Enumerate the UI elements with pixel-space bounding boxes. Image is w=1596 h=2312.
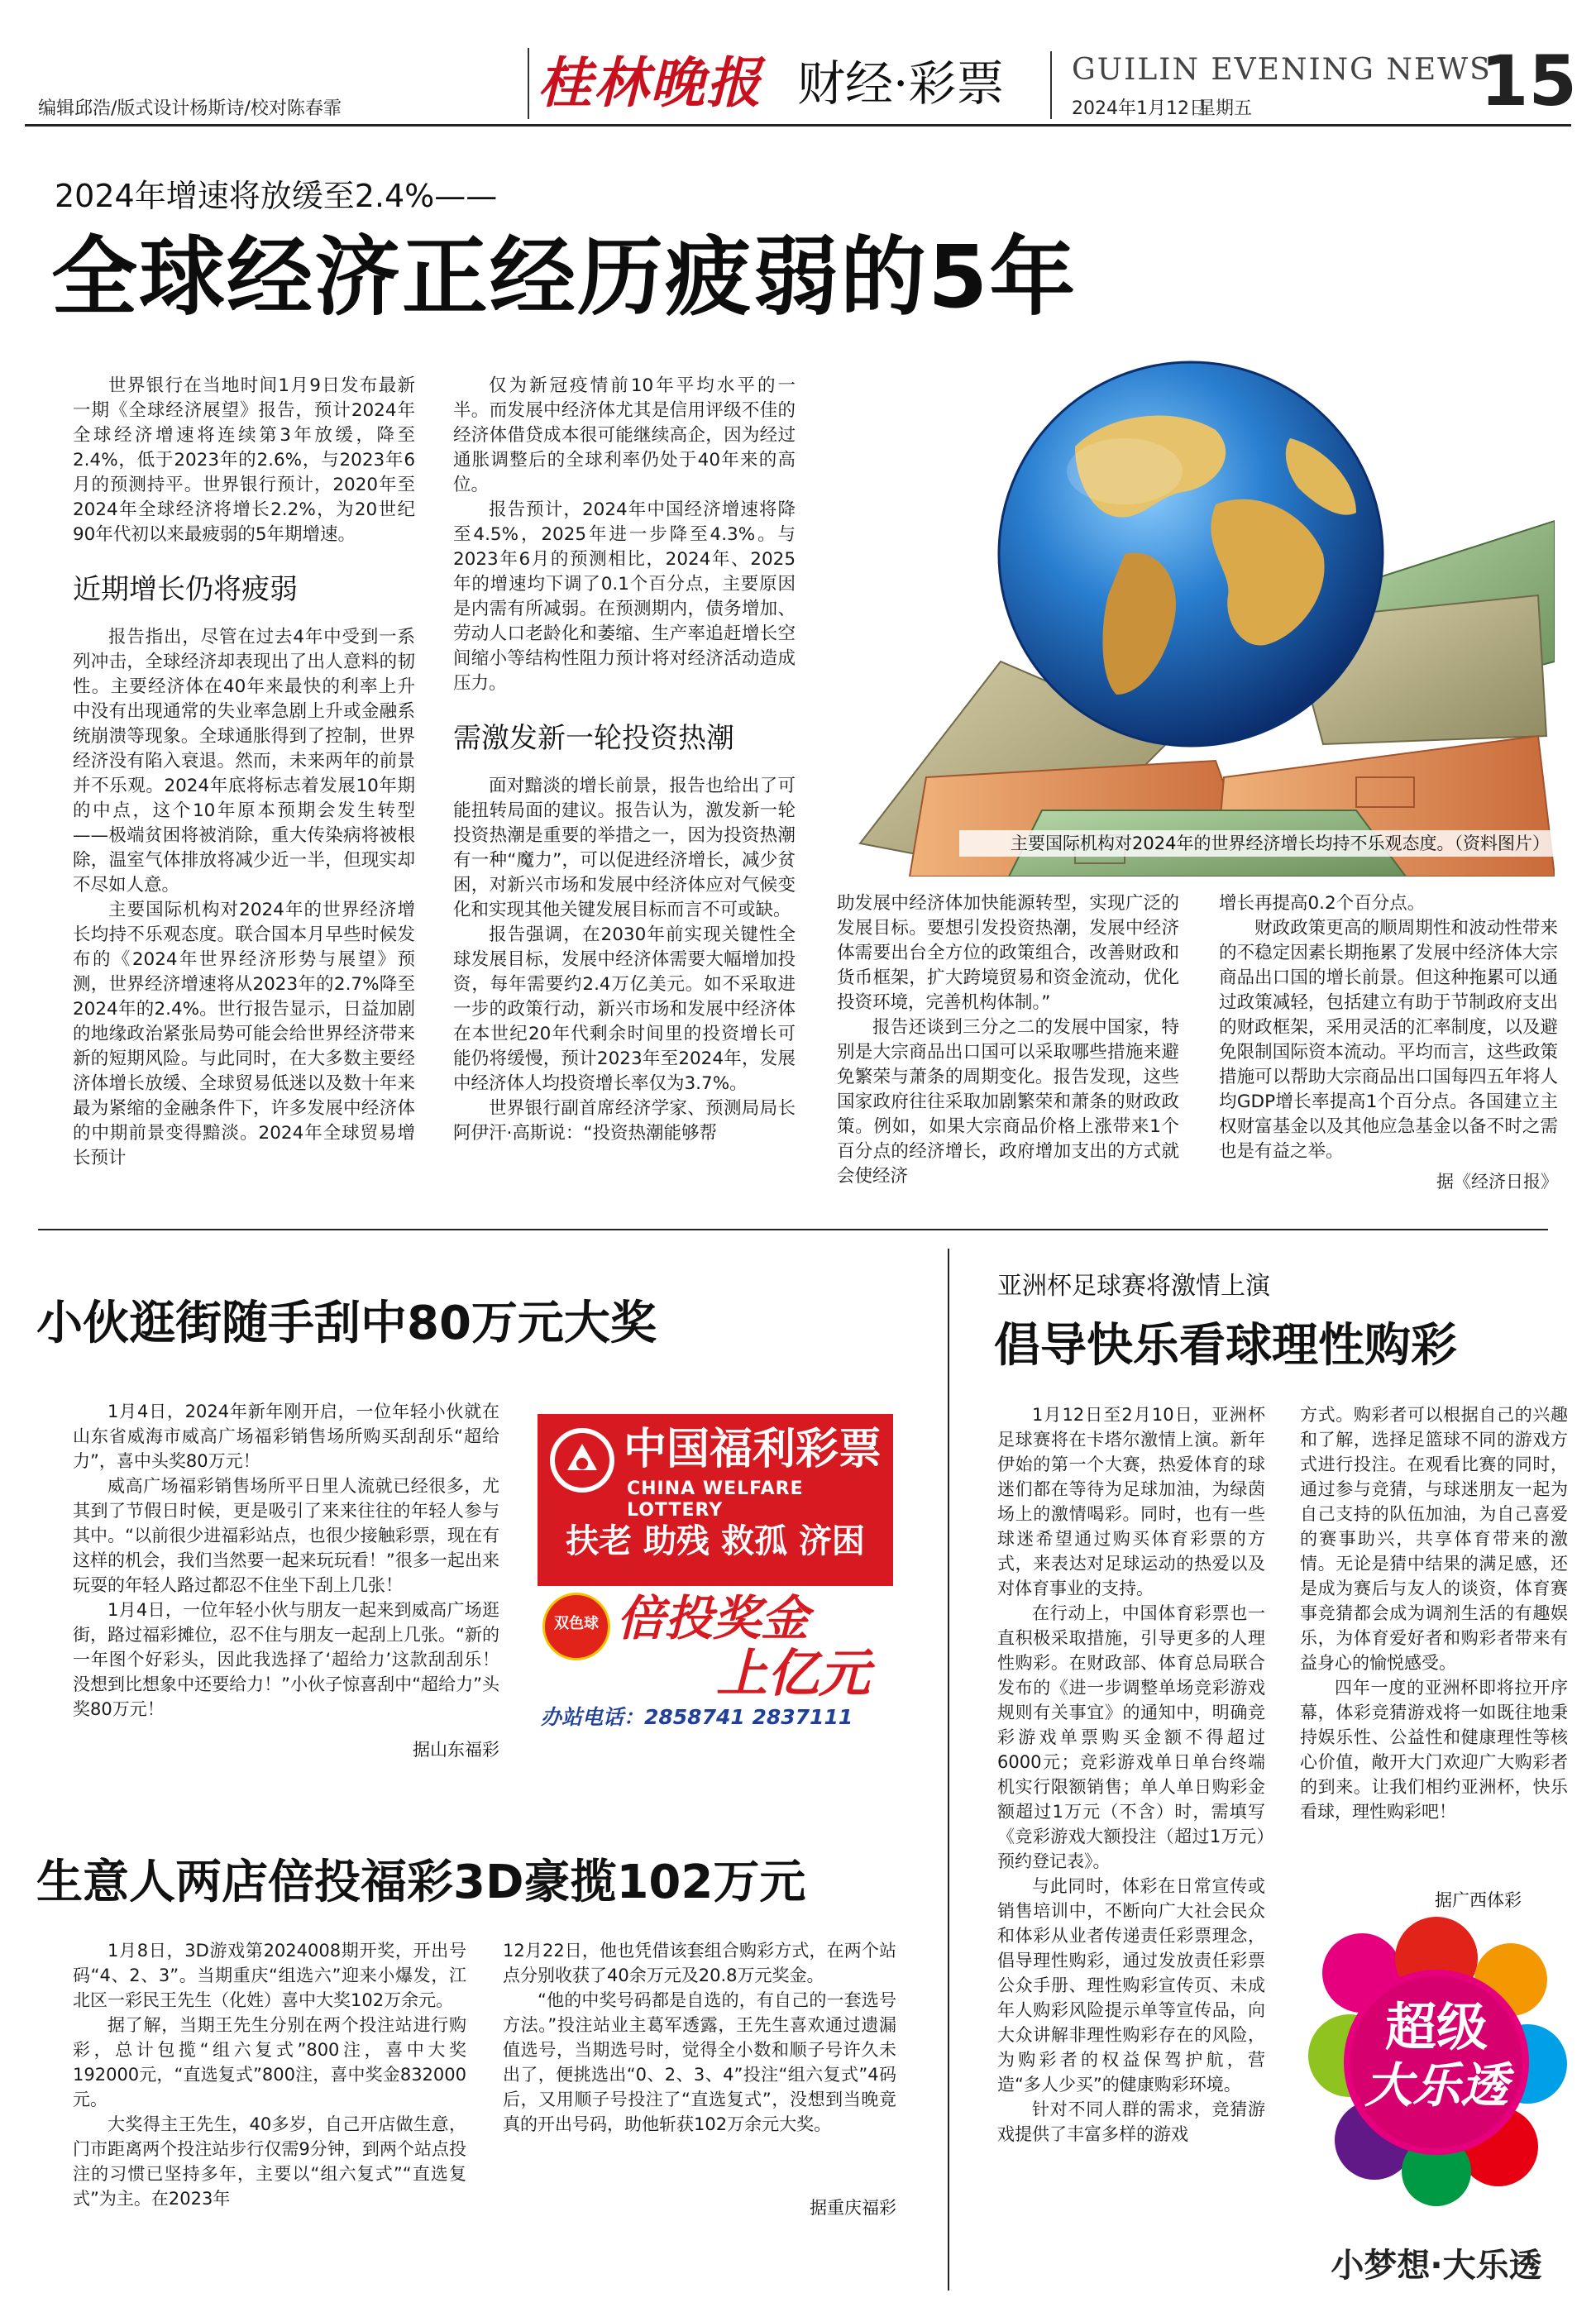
story4-c1-p2: 在行动上，中国体育彩票也一直积极采取措施，引导更多的人理性购彩。在财政部、体育总局联合发布的《进一步调整单场竞彩游戏规则有关事宜》的通知中，明确竞彩游戏单票购买金额不得超过6000元；竞彩游戏单日单台终端机实行限额销售；单人单日购彩金额超过1万元（不含）时，需填写《竞彩游戏大额投注（超过1万元）预约登记表》。 [997,1603,1265,1871]
welfare-ad-banner [538,1414,893,1586]
story3-c1-p2: 据了解，当期王先生分别在两个投注站进行购彩，总计包揽“组六复式”800注，喜中大奖192000元，“直选复式”800注，喜中奖金832000元。 [73,2015,466,2109]
story4-c1-p1: 1月12日至2月10日，亚洲杯足球赛将在卡塔尔激情上演。新年伊始的第一个大赛，热爱体育的球迷们都在等待为足球加油，为绿茵场上的激情喝彩。同时，也有一些球迷希望通过购买体育彩票的方式，来表达对足球运动的热爱以及对体育事业的支持。 [997,1405,1265,1598]
badge-text: 双色球 [554,1615,599,1632]
photo-caption: 主要国际机构对2024年的世界经济增长均持不乐观态度。（资料图片） [959,830,1553,857]
story2-source: 据山东福彩 [413,1740,499,1760]
masthead-divider-left [528,48,529,119]
story3-c1-p3: 大奖得主王先生，40多岁，自己开店做生意，门市距离两个投注站步行仅需9分钟，到两个站点投注的习惯已坚持多年，主要以“组六复式”“直选复式”为主。在2023年 [73,2114,466,2209]
story3-column-1 [73,1938,466,2286]
lead-kicker: 2024年增速将放缓至2.4%—— [55,178,498,214]
story2-p1: 1月4日，2024年新年刚开启，一位年轻小伙就在山东省威海市威高广场福彩销售场所购买刮刮乐“超给力”，喜中头奖80万元！ [73,1402,499,1471]
lead-c3-p1: 助发展中经济体加快能源转型，实现广泛的发展目标。要想引发投资热潮，发展中经济体需要出台全方位的政策组合，改善财政和货币框架，扩大跨境贸易和资金流动，优化投资环境，完善机构体制。” [837,893,1179,1013]
story4-kicker: 亚洲杯足球赛将激情上演 [997,1272,1270,1301]
paper-name-logo: 桂林晚报 [538,50,762,115]
lead-subhead-1: 近期增长仍将疲弱 [73,573,298,606]
super-lotto-line2: 大乐透 [1364,2057,1508,2114]
story3-c1-p1: 1月8日，3D游戏第2024008期开奖，开出号码“4、2、3”。当期重庆“组选六”迎来小爆发，江北区一彩民王先生（化姓）喜中大奖102万余元。 [73,1941,466,2010]
story4-c1-p3: 与此同时，体彩在日常宣传或销售培训中，不断向广大社会民众和体彩从业者传递责任彩票理念，倡导理性购彩，通过发放责任彩票公众手册、理性购彩宣传页、未成年人购彩风险提示单等宣传品，向大众讲解非理性购彩存在的风险，为购彩者的权益保驾护航，营造“多人少买”的健康购彩环境。 [997,1876,1265,2095]
lead-column-4 [1219,891,1558,1206]
story3-source: 据重庆福彩 [810,2198,896,2218]
story3-c2-p1: 12月22日，他也凭借该套组合购彩方式，在两个站点分别收获了40余万元及20.8万元奖金。 [503,1941,896,1985]
welfare-lottery-ad [538,1414,893,1736]
globe-illustration [827,347,1555,877]
lead-column-1 [73,374,415,1201]
english-paper-name: GUILIN EVENING NEWS [1072,53,1492,87]
lead-c1-p3: 主要国际机构对2024年的世界经济增长均持不乐观态度。联合国本月早些时候发布的《2024年世界经济形势与展望》预测，世界经济增速将从2023年的2.7%降至2024年的2.4%。世行报告显示，日益加剧的地缘政治紧张局势可能会给世界经济带来新的短期风险。与此同时，在大多数主要经济体增长放缓、全球贸易低迷以及数十年来最为紧缩的金融条件下，许多发展中经济体的中期前景变得黯淡。2024年全球贸易增长预计 [73,900,415,1168]
issue-date: 2024年1月12日 [1072,98,1207,119]
welfare-promo-line2: 上亿元 [716,1643,871,1703]
vertical-rule-lower [948,1249,949,2291]
page-number: 15 [1480,41,1577,122]
story2-p3: 1月4日，一位年轻小伙与朋友一起来到威高广场逛街，路过福彩摊位，忍不住与朋友一起刮上几张。“新的一年图个好彩头，因此我选择了‘超给力’这款刮刮乐！没想到比想象中还要给力！”小伙子惊喜刮中“超给力”头奖80万元！ [73,1600,499,1719]
section-rule-lead [38,1229,1548,1230]
lead-column-2 [453,374,796,1201]
double-color-ball-badge [542,1593,610,1660]
issue-weekday: 星期五 [1197,98,1253,119]
lead-c1-p1: 世界银行在当地时间1月9日发布最新一期《全球经济展望》报告，预计2024年全球经济增速将连续第3年放缓，降至2.4%，低于2023年的2.6%，与2023年6月的预测持平。世界银行预计，2020年至2024年全球经济将增长2.2%，为20世纪90年代初以来最疲弱的5年期增速。 [73,375,415,545]
section-title: 财经·彩票 [797,55,1005,112]
globe-money-photo [827,347,1555,877]
lead-c3-p2: 报告还谈到三分之二的发展中国家，特别是大宗商品出口国可以采取哪些措施来避免繁荣与萧条的周期变化。报告发现，这些国家政府往往采取加剧繁荣和萧条的财政政策。例如，如果大宗商品价格上涨带来1个百分点的经济增长，政府增加支出的方式就会使经济 [837,1017,1179,1187]
lead-source: 据《经济日报》 [1436,1172,1558,1192]
welfare-ad-slogan: 扶老 助残 救孤 济困 [566,1522,865,1560]
story3-column-2 [503,1938,896,2236]
lead-subhead-2: 需激发新一轮投资热潮 [453,722,734,755]
welfare-ad-phone: 办站电话：2858741 2837111 [541,1705,853,1729]
lead-c2-p1: 仅为新冠疫情前10年平均水平的一半。而发展中经济体尤其是信用评级不佳的经济体借贷成本很可能继续高企，因为经过通胀调整后的全球利率仍处于40年来的高位。 [453,375,796,495]
story3-headline: 生意人两店倍投福彩3D豪揽102万元 [36,1856,806,1909]
lead-c2-p5: 世界银行副首席经济学家、预测局局长阿伊汗·高斯说：“投资热潮能够帮 [453,1098,796,1144]
story2-headline: 小伙逛街随手刮中80万元大奖 [36,1297,657,1350]
welfare-promo-line1: 倍投奖金 [617,1590,810,1646]
story4-headline: 倡导快乐看球理性购彩 [994,1319,1457,1373]
masthead-rule [25,124,1571,127]
story2-body [73,1399,499,1763]
super-lotto-line1: 超级 [1384,1997,1488,2057]
lead-c2-p3: 面对黯淡的增长前景，报告也给出了可能扭转局面的建议。报告认为，激发新一轮投资热潮是重要的举措之一，因为投资热潮有一种“魔力”，可以促进经济增长，减少贫困，对新兴市场和发展中经济体应对气候变化和实现其他关键发展目标而言不可或缺。 [453,776,796,920]
lead-c4-p1: 增长再提高0.2个百分点。 [1219,893,1426,914]
super-lotto-ad [1300,1915,1573,2304]
page-credits: 编辑邱浩/版式设计杨斯诗/校对陈春霏 [38,98,342,119]
super-lotto-slogan: 小梦想·大乐透 [1331,2247,1542,2285]
welfare-ad-name-en: CHINA WELFARE LOTTERY [627,1478,804,1521]
lead-column-3 [837,891,1179,1206]
lead-c2-p4: 报告强调，在2030年前实现关键性全球发展目标，发展中经济体需要大幅增加投资，每年需要约2.4万亿美元。如不采取进一步的政策行动，新兴市场和发展中经济体在本世纪20年代剩余时间里的投资增长可能仍将缓慢，预计2023年至2024年，发展中经济体人均投资增长率仅为3.7%。 [453,924,796,1094]
lead-c2-p2: 报告预计，2024年中国经济增速将降至4.5%，2025年进一步降至4.3%。与2023年6月的预测相比，2024年、2025年的增速均下调了0.1个百分点，主要原因是内需有所减弱。在预测期内，债务增加、劳动人口老龄化和萎缩、生产率追赶增长空间缩小等结构性阻力预计将对经济活动造成压力。 [453,499,796,694]
story4-c1-p4: 针对不同人群的需求，竞猜游戏提供了丰富多样的游戏 [997,2099,1265,2144]
story4-c2-p2: 四年一度的亚洲杯即将拉开序幕，体彩竞猜游戏将一如既往地秉持娱乐性、公益性和健康理性等核心价值，敞开大门欢迎广大购彩者的到来。让我们相约亚洲杯，快乐看球，理性购彩吧！ [1300,1678,1568,1822]
story4-source: 据广西体彩 [1435,1890,1522,1910]
story2-p2: 威高广场福彩销售场所平日里人流就已经很多，尤其到了节假日时候，更是吸引了来来往往的年轻人参与其中。“以前很少进福彩站点，也很少接触彩票，现在有这样的机会，我们当然要一起来玩玩看！”很多一起出来玩耍的年轻人路过都忍不住坐下刮上几张！ [73,1476,499,1595]
welfare-lottery-logo-icon [549,1427,615,1493]
story4-column-1 [997,1402,1265,2279]
welfare-ad-name-cn: 中国福利彩票 [624,1425,882,1474]
lead-c1-p2: 报告指出，尽管在过去4年中受到一系列冲击，全球经济却表现出了出人意料的韧性。主要经济体在40年来最快的利率上升中没有出现通常的失业率急剧上升或金融系统崩溃等现象。全球通胀得到了控制，世界经济没有陷入衰退。然而，未来两年的前景并不乐观。2024年底将标志着发展10年期的中点，这个10年原本预期会发生转型——极端贫困将被消除，重大传染病将被根除，温室气体排放将减少近一半，但现实却不尽如人意。 [73,627,415,896]
story4-c2-p1: 方式。购彩者可以根据自己的兴趣和了解，选择足篮球不同的游戏方式进行投注。在观看比赛的同时，通过参与竞猜，与球迷朋友一起为自己支持的队伍加油，为自己喜爱的赛事助兴，共享体育带来的激情。无论是猜中结果的满足感，还是成为赛后与友人的谈资，体育赛事竞猜都会成为调剂生活的有趣娱乐，为体育爱好者和购彩者带来有益身心的愉悦感受。 [1300,1405,1568,1673]
lead-c4-p2: 财政政策更高的顺周期性和波动性带来的不稳定因素长期拖累了发展中经济体大宗商品出口国的增长前景。但这种拖累可以通过政策减轻，包括建立有助于节制政府支出的财政框架，采用灵活的汇率制度，以及避免限制国际资本流动。平均而言，这些政策措施可以帮助大宗商品出口国每四五年将人均GDP增长率提高1个百分点。各国建立主权财富基金以及其他应急基金以备不时之需也是有益之举。 [1219,918,1558,1162]
lead-headline: 全球经济正经历疲弱的5年 [51,227,1078,327]
story4-column-2 [1300,1402,1568,1899]
story3-c2-p2: “他的中奖号码都是自选的，有自己的一套选号方法。”投注站业主葛军透露，王先生喜欢通过遗漏值选号，当期选号时，觉得全小数和顺子号许久未出了，便挑选出“0、2、3、4”投注“组六复式”4码后，又用顺子号投注了“直选复式”，没想到当晚竟真的开出号码，助他斩获102万余元大奖。 [503,1990,896,2134]
masthead-divider-right [1050,51,1052,119]
